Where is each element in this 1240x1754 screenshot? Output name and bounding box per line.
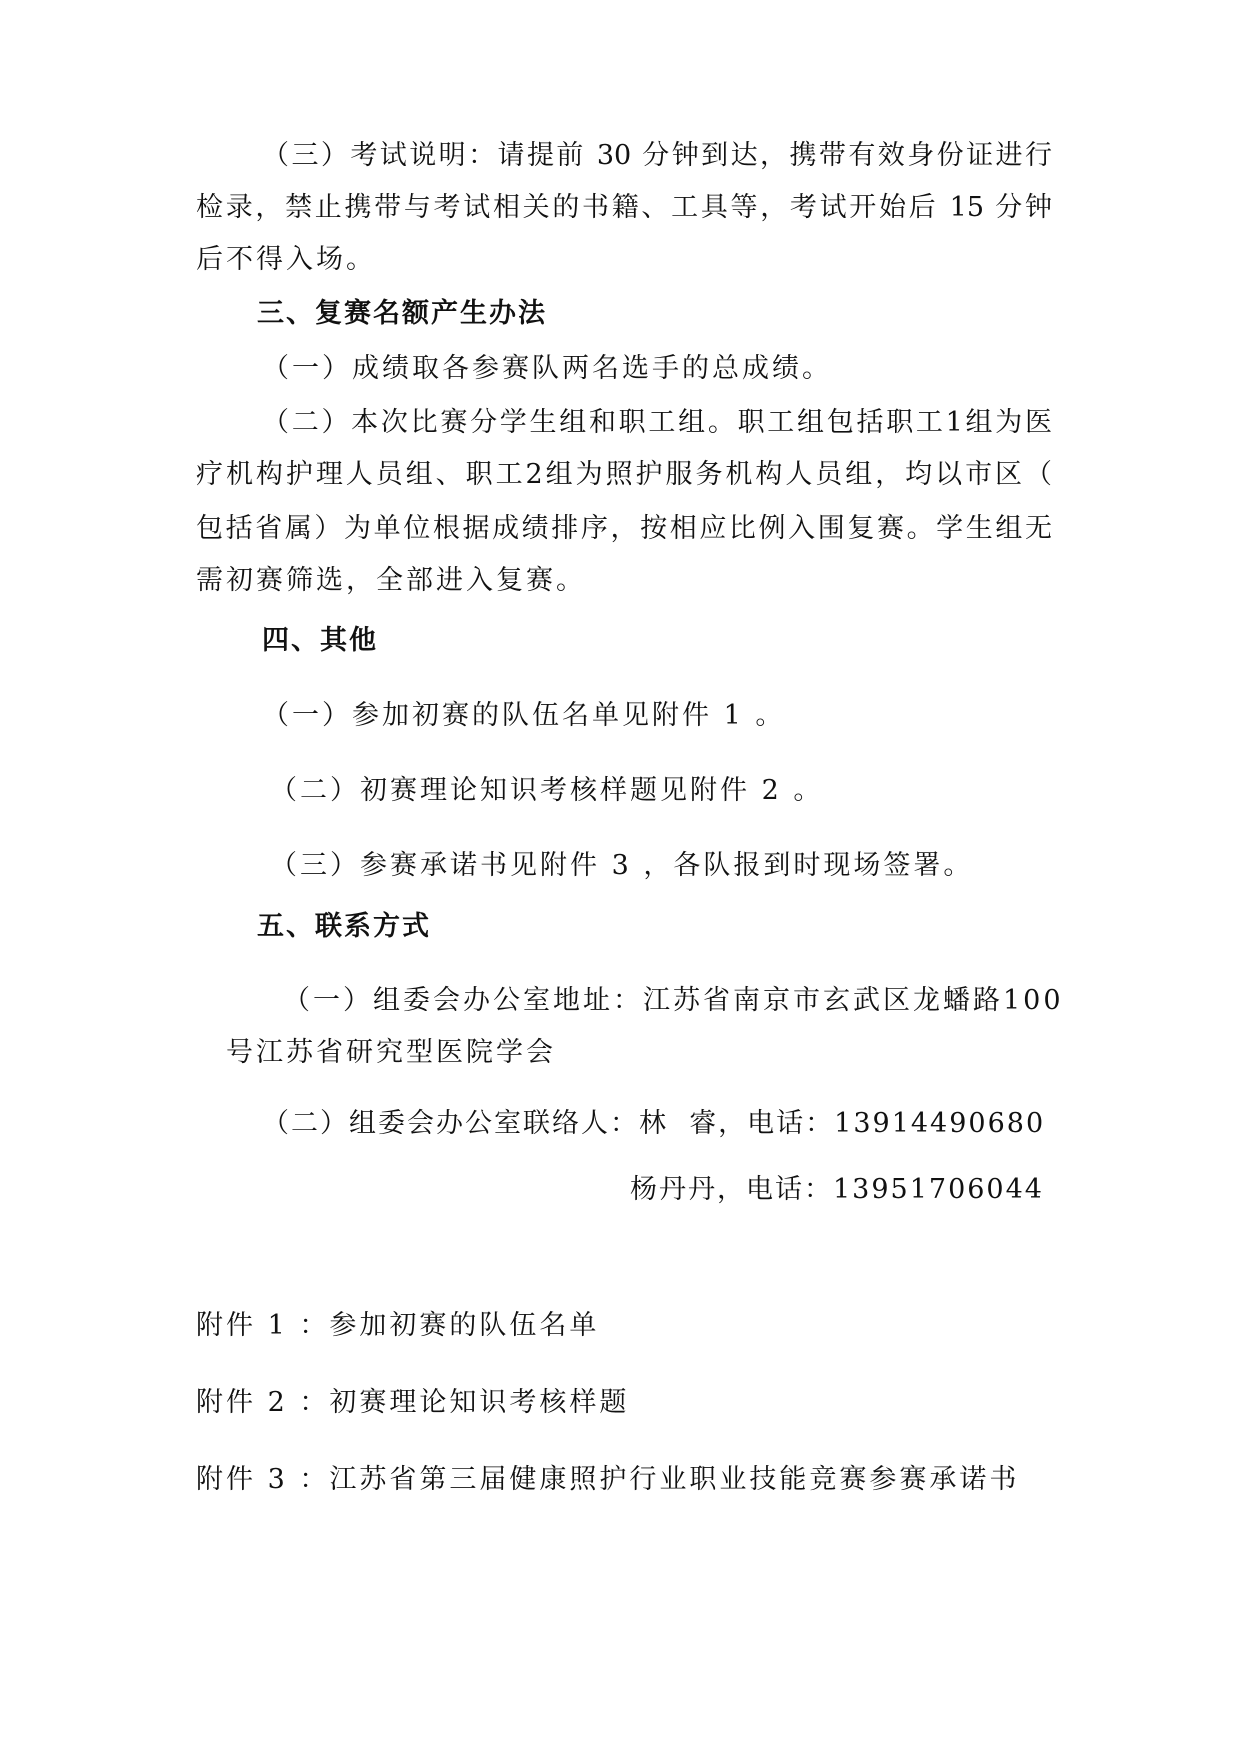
attachment-3: 附件 3 ：江苏省第三届健康照护行业职业技能竞赛参赛承诺书 [196, 1464, 1020, 1495]
section-4-item-3: （三）参赛承诺书见附件 3 ，各队报到时现场签署。 [270, 850, 974, 881]
section-3-item-2-line-2: 疗机构护理人员组、职工2组为照护服务机构人员组，均以市区（ [196, 459, 1052, 490]
contact-person-1: （二）组委会办公室联络人：林 睿，电话：13914490680 [262, 1108, 1046, 1139]
section-5-heading: 五、联系方式 [257, 911, 431, 942]
section-3-item-1: （一）成绩取各参赛队两名选手的总成绩。 [262, 353, 832, 384]
section-4-item-1: （一）参加初赛的队伍名单见附件 1 。 [262, 700, 786, 731]
attachment-2: 附件 2 ：初赛理论知识考核样题 [196, 1387, 630, 1418]
section-3-item-2-line-4: 需初赛筛选，全部进入复赛。 [196, 565, 586, 596]
section-3-item-2-line-3: 包括省属）为单位根据成绩排序，按相应比例入围复赛。学生组无 [196, 513, 1052, 544]
section-3-item-2-line-1: （二）本次比赛分学生组和职工组。职工组包括职工1组为医 [262, 407, 1052, 438]
exam-instructions-line-1: （三）考试说明：请提前 30 分钟到达，携带有效身份证进行 [262, 140, 1052, 171]
attachment-1: 附件 1 ：参加初赛的队伍名单 [196, 1310, 600, 1341]
section-4-item-2: （二）初赛理论知识考核样题见附件 2 。 [270, 775, 824, 806]
section-3-heading: 三、复赛名额产生办法 [257, 298, 547, 329]
contact-person-2: 杨丹丹，电话：13951706044 [630, 1174, 1044, 1205]
section-4-heading: 四、其他 [262, 625, 378, 656]
contact-address-line-1: （一）组委会办公室地址：江苏省南京市玄武区龙蟠路100 [283, 985, 1064, 1016]
exam-instructions-line-2: 检录，禁止携带与考试相关的书籍、工具等，考试开始后 15 分钟 [196, 192, 1052, 223]
exam-instructions-line-3: 后不得入场。 [196, 244, 376, 275]
contact-address-line-2: 号江苏省研究型医院学会 [226, 1037, 556, 1068]
